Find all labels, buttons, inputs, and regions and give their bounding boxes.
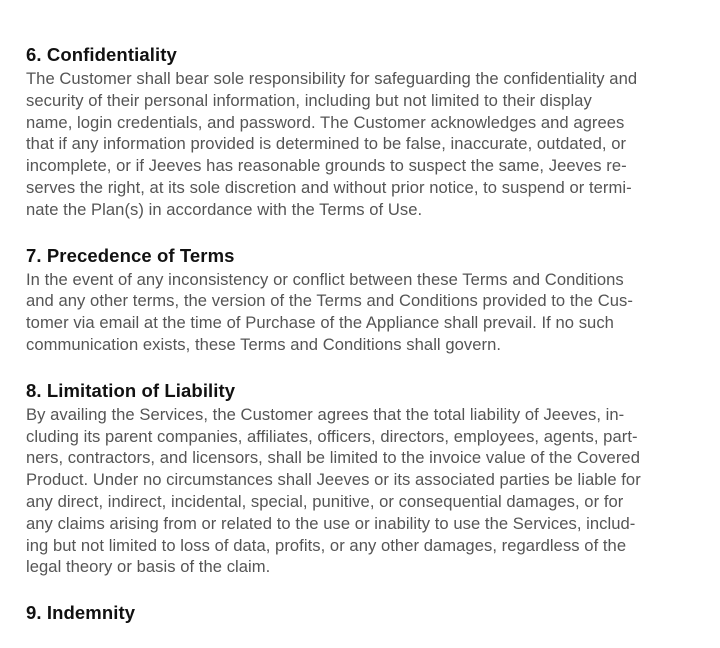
section-body: By availing the Services, the Customer agrees that the total liability of Jeeves, in- cluding its parent companies, affiliates, officers, directors, employees, agents, part- ners, contractors, and licensors, shall be limited to the invoice value of the Covered Product. Under no circumstances shall Jeeves or its associated parties be liable for any direct, indirect, incidental, special, punitive, or consequential damages, or for any claims arising from or related to the use or inability to use the Services, includ- ing but not limited to loss of data, profits, or any other damages, regardless of the legal theory or basis of the claim. [26, 404, 641, 577]
section-indemnity [26, 600, 694, 626]
section-body: In the event of any inconsistency or conflict between these Terms and Conditions and any other terms, the version of the Terms and Conditions provided to the Cus- tomer via email at the time of Purchase of the Appliance shall prevail. If no such communication exists, these Terms and Conditions shall govern. [26, 269, 633, 354]
section-body: The Customer shall bear sole responsibility for safeguarding the confidentiality and security of their personal information, including but not limited to their display name, login credentials, and password. The Customer acknowledges and agrees that if any information provided is determined to be false, inaccurate, outdated, or incomplete, or if Jeeves has reasonable grounds to suspect the same, Jeeves re- serves the right, at its sole discretion and without prior notice, to suspend or termi- nate the Plan(s) in accordance with the Terms of Use. [26, 69, 638, 219]
section-confidentiality [26, 42, 694, 221]
section-precedence-of-terms [26, 243, 694, 356]
section-heading: 8. Limitation of Liability [26, 379, 236, 401]
terms-document [26, 42, 694, 648]
section-limitation-of-liability [26, 378, 694, 578]
section-heading: 7. Precedence of Terms [26, 244, 235, 266]
section-heading: 9. Indemnity [26, 602, 136, 624]
section-heading: 6. Confidentiality [26, 44, 177, 65]
